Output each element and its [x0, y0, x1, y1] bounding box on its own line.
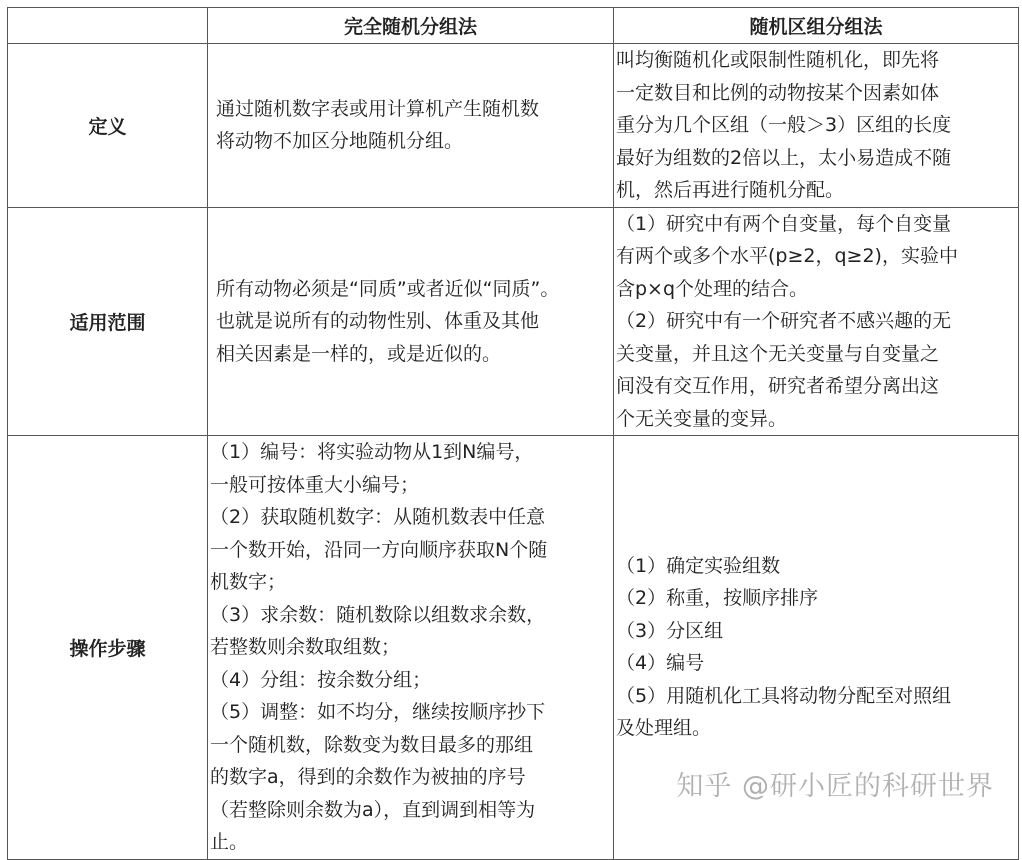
row-label: 适用范围 [8, 207, 208, 436]
text-line: （4）分组：按余数分组； [210, 668, 432, 691]
text-line: （3）分区组 [616, 619, 724, 642]
header-block-random: 随机区组分组法 [614, 8, 1019, 44]
text-line: 及处理组。 [616, 717, 712, 740]
text-line: （若整除则余数为a），直到调到相等为 [210, 798, 536, 821]
text-line: （2）称重，按顺序排序 [616, 587, 819, 610]
text-line: 若整数则余数取组数； [210, 636, 401, 658]
table-row [8, 44, 1019, 208]
watermark: 知乎 @研小匠的科研世界 [676, 771, 994, 802]
text-line: 个无关变量的变异。 [616, 407, 788, 430]
cell [614, 207, 1019, 436]
text-line: （1）编号：将实验动物从1到N编号， [210, 441, 534, 463]
text-line: 也就是说所有的动物性别、体重及其他 [216, 310, 540, 332]
text-line: （3）求余数：随机数除以组数求余数， [210, 603, 546, 626]
text-line: 机数字； [210, 571, 287, 593]
text-line: 叫均衡随机化或限制性随机化，即先将 [616, 49, 940, 71]
cell [614, 44, 1019, 208]
text-line: （2）研究中有一个研究者不感兴趣的无 [616, 310, 952, 332]
text-line: （2）获取随机数字：从随机数表中任意 [210, 506, 546, 528]
text-line: 机，然后再进行随机分配。 [616, 179, 845, 201]
text-line: （5）调整：如不均分，继续按顺序抄下 [210, 701, 546, 723]
text-line: 一般可按体重大小编号； [210, 473, 420, 496]
text-line: 最好为组数的2倍以上，太小易造成不随 [616, 146, 952, 169]
text-line: 所有动物必须是“同质”或者近似“同质”。 [216, 277, 560, 300]
cell [208, 44, 614, 208]
comparison-table [7, 7, 1019, 860]
text-line: 的数字a，得到的余数作为被抽的序号 [210, 766, 526, 788]
table-row [8, 207, 1019, 436]
text-line: 有两个或多个水平(p≥2，q≥2)，实验中 [616, 245, 958, 267]
text-line: 重分为几个区组（一般＞3）区组的长度 [616, 114, 952, 136]
text-line: 止。 [210, 831, 249, 853]
text-line: （5）用随机化工具将动物分配至对照组 [616, 684, 952, 707]
text-line: （1）确定实验组数 [616, 554, 781, 577]
text-line: 将动物不加区分地随机分组。 [216, 130, 464, 153]
text-line: 关变量，并且这个无关变量与自变量之 [616, 342, 940, 365]
cell [208, 207, 614, 436]
text-line: 含p×q个处理的结合。 [616, 277, 809, 300]
row-label: 操作步骤 [8, 436, 208, 860]
header-complete-random: 完全随机分组法 [208, 8, 614, 44]
header-empty [8, 8, 208, 44]
cell [208, 436, 614, 860]
text-line: 通过随机数字表或用计算机产生随机数 [216, 97, 540, 120]
text-line: （4）编号 [616, 652, 705, 675]
text-line: 一个数开始，沿同一方向顺序获取N个随 [210, 538, 548, 561]
header-row [8, 8, 1019, 44]
text-line: 一个随机数，除数变为数目最多的那组 [210, 733, 534, 756]
row-label: 定义 [8, 44, 208, 208]
text-line: 相关因素是一样的，或是近似的。 [216, 342, 502, 365]
text-line: 一定数目和比例的动物按某个因素如体 [616, 81, 940, 104]
text-line: 间没有交互作用，研究者希望分离出这 [616, 375, 940, 397]
text-line: （1）研究中有两个自变量，每个自变量 [616, 212, 952, 235]
